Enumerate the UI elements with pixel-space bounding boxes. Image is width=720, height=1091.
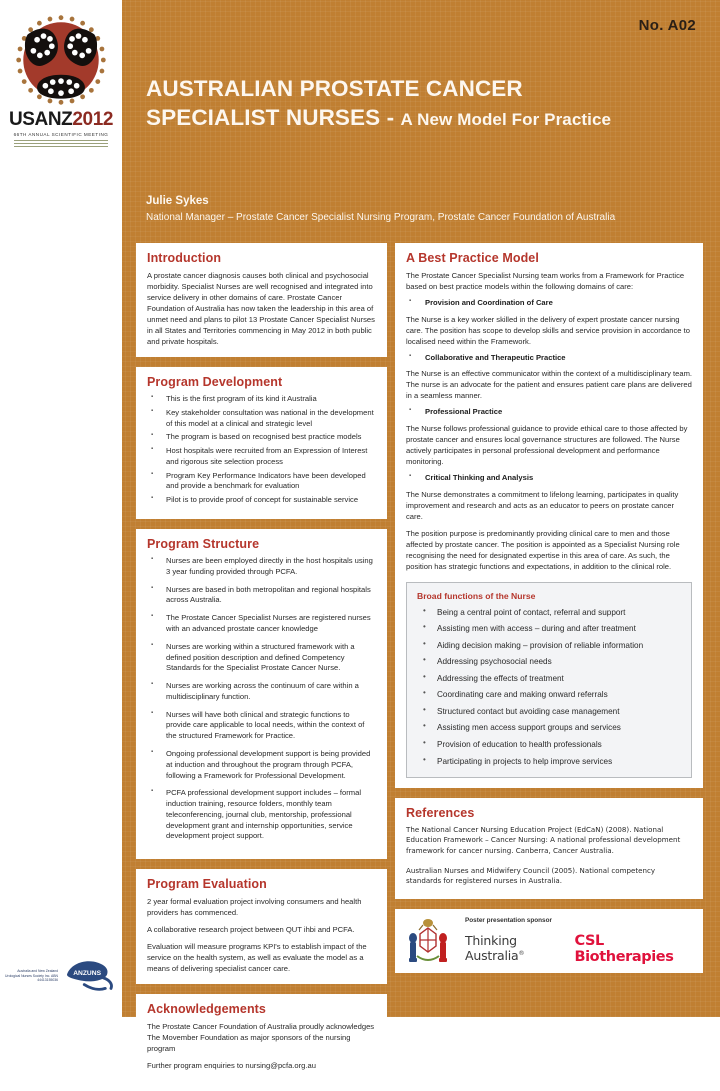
- list-item: ▪ Nurses are been employed directly in the host hospitals using 3 year funding provided through PCFA.: [147, 556, 376, 578]
- anzuns-logo: [2, 955, 120, 997]
- program-structure-card: [136, 529, 387, 859]
- list-item: ▪ Ongoing professional development support is being provided at induction and throughout the program through PCFA, following a Framework for Professional Development.: [147, 749, 376, 781]
- left-content-column: [136, 243, 387, 1091]
- usanz-logo: [8, 14, 114, 149]
- acknowledgements-heading: Acknowledgements: [147, 1002, 266, 1017]
- best-practice-heading: A Best Practice Model: [406, 251, 539, 265]
- sponsor-text-block: [461, 917, 693, 965]
- title-line-2: SPECIALIST NURSES -: [146, 105, 401, 131]
- list-item: ▪ Nurses are based in both metropolitan and regional hospitals across Australia.: [147, 585, 376, 607]
- anzuns-caption: Australia and New Zealand Urological Nurses Society Inc. ABN 44413155036: [5, 968, 58, 983]
- thinking-australia-wordmark: Thinking Australia®: [465, 932, 525, 963]
- paragraph: Evaluation will measure programs KPI's to establish impact of the service on the health system, as well as evaluate the model as a means of delivering specialist cancer care.: [147, 942, 367, 974]
- list-item: ▪ Host hospitals were recruited from an Expression of Interest and rigorous site selection process: [147, 446, 376, 468]
- list-item: • Aiding decision making – provision of reliable information: [417, 640, 681, 651]
- list-item: ▪ Nurses are working across the continuum of care within a multidisciplinary function.: [147, 681, 376, 703]
- contact-enquiries: Further program enquiries to nursing@pcfa.org.au: [147, 1061, 316, 1071]
- program-evaluation-card: [136, 869, 387, 984]
- domain-title: ▪ Collaborative and Therapeutic Practice: [406, 353, 692, 364]
- list-item: • Participating in projects to help improve services: [417, 756, 681, 767]
- list-item: ▪ The program is based on recognised best practice models: [147, 432, 376, 443]
- usanz-tagline: 66TH ANNUAL SCIENTIFIC MEETING: [13, 132, 109, 137]
- list-item: • Addressing the effects of treatment: [417, 673, 681, 684]
- domain-title: ▪ Provision and Coordination of Care: [406, 298, 692, 309]
- list-item: • Provision of education to health professionals: [417, 739, 681, 750]
- anzuns-emblem-icon: [61, 955, 119, 997]
- author-affiliation: National Manager – Prostate Cancer Specialist Nursing Program, Prostate Cancer Foundation of Australia: [146, 212, 616, 224]
- domain-body: The Nurse follows professional guidance to provide ethical care to those affected by prostate cancer and ensures local governance structures are followed. The Nurse actively participates in personal professional development and performance monitoring.: [406, 423, 688, 466]
- list-item: ▪ Program Key Performance Indicators have been developed and provide a benchmark for evaluation: [147, 471, 376, 493]
- acknowledgements-card: [136, 994, 387, 1081]
- program-development-list: [147, 394, 376, 506]
- broad-functions-box: [406, 582, 692, 778]
- sponsor-logos: [461, 933, 693, 965]
- list-item: • Being a central point of contact, referral and support: [417, 607, 681, 618]
- introduction-card: [136, 243, 387, 357]
- domain-body: The Nurse is an effective communicator within the context of a multidisciplinary team. The nurse is an advocate for the patient and ensures patient care plans are delivered in a seamless manner.: [406, 369, 693, 401]
- author-name: Julie Sykes: [146, 195, 209, 207]
- title-line-1: AUSTRALIAN PROSTATE CANCER: [146, 76, 523, 101]
- best-practice-intro: The Prostate Cancer Specialist Nursing team works from a Framework for Practice based on best practice models within the following domains of care:: [406, 271, 685, 291]
- poster-number: No. A02: [638, 17, 696, 34]
- paragraph: 2 year formal evaluation project involving consumers and health providers has commenced.: [147, 897, 362, 918]
- list-item: ▪ The Prostate Cancer Specialist Nurses are registered nurses with an advanced prostate cancer knowledge: [147, 613, 376, 635]
- coat-of-arms-icon: [405, 916, 451, 966]
- usanz-emblem-icon: [15, 14, 107, 106]
- broad-functions-list: [417, 607, 681, 767]
- program-development-card: [136, 367, 387, 519]
- list-item: • Addressing psychosocial needs: [417, 656, 681, 667]
- csl-biotherapies-wordmark: CSL Biotherapies: [574, 932, 674, 965]
- list-item: • Assisting men with access – during and after treatment: [417, 623, 681, 634]
- domain-body: The Nurse demonstrates a commitment to lifelong learning, participates in quality improvement and research and acts as an educator to peers on prostate cancer care.: [406, 489, 679, 521]
- program-development-heading: Program Development: [147, 375, 283, 389]
- usanz-rule-lines: [8, 140, 114, 147]
- title-subtitle: A New Model For Practice: [400, 110, 612, 130]
- poster-title: [146, 74, 706, 133]
- domain-title: ▪ Professional Practice: [406, 407, 692, 418]
- domain-title: ▪ Critical Thinking and Analysis: [406, 473, 692, 484]
- list-item: • Coordinating care and making onward referrals: [417, 689, 681, 700]
- list-item: • Assisting men access support groups and services: [417, 722, 681, 733]
- list-item: ▪ Nurses will have both clinical and strategic functions to provide care applicable to local needs, within the context of the structured Framework for Practice.: [147, 710, 376, 742]
- list-item: ▪ Key stakeholder consultation was national in the development of this model at a clinical and strategic level: [147, 408, 376, 430]
- left-sidebar: [0, 0, 122, 1017]
- best-practice-closing: The position purpose is predominantly providing clinical care to men and those affected by prostate cancer. The position is appointed as a Specialist Nursing role recognising the need for designated expertise in this area of care. As such, the position has strategic functions and expectations, in addition to the clinical role.: [406, 528, 680, 571]
- program-structure-heading: Program Structure: [147, 537, 260, 552]
- introduction-heading: Introduction: [147, 251, 222, 265]
- reference-entry: Australian Nurses and Midwifery Council (2005). National competency standards for registered nurses in Australia.: [406, 865, 656, 886]
- list-item: • Structured contact but avoiding case management: [417, 706, 681, 717]
- paragraph: A collaborative research project between QUT ihbi and PCFA.: [147, 925, 355, 935]
- sponsor-label: Poster presentation sponsor: [465, 916, 553, 924]
- sponsor-card: [395, 909, 703, 973]
- introduction-body: A prostate cancer diagnosis causes both clinical and psychosocial morbidity. Specialist Nurses are well recognised and integrated into service delivery in other domains of care. Prostate Cancer Foundation of Australia has now taken the leadership in this area of unmet need and plans to pilot 13 Prostate Cancer Specialist Nurses in all States and Territories commencing in May 2012 in both public and private hospitals.: [147, 271, 375, 346]
- references-card: [395, 798, 703, 899]
- list-item: ▪ PCFA professional development support includes – formal induction training, resource folders, monthly team teleconferencing, journal club, mentorship, professional development grant and internship opportunities, service development project support.: [147, 788, 376, 842]
- svg-text:ANZUNS: ANZUNS: [73, 970, 102, 978]
- list-item: ▪ Nurses are working within a structured framework with a defined position description and defined Competency Standards for the Specialist Prostate Cancer Nurse.: [147, 642, 376, 674]
- list-item: ▪ Pilot is to provide proof of concept for sustainable service: [147, 495, 376, 506]
- program-evaluation-heading: Program Evaluation: [147, 877, 267, 892]
- reference-entry: The National Cancer Nursing Education Project (EdCaN) (2008). National Education Framework – Cancer Nursing: A national professional development framework for cancer nursing. Canberra, Cancer Australia.: [406, 824, 681, 855]
- domain-body: The Nurse is a key worker skilled in the delivery of expert prostate cancer nursing care. The position has scope to develop skills and service provision in accordance to localised need within the Framework.: [406, 314, 690, 346]
- best-practice-model-card: [395, 243, 703, 788]
- program-structure-list: [147, 556, 376, 842]
- references-heading: References: [406, 805, 475, 820]
- author-block: [146, 193, 706, 225]
- broad-functions-heading: Broad functions of the Nurse: [417, 590, 536, 601]
- list-item: ▪ This is the first program of its kind it Australia: [147, 394, 376, 405]
- right-content-column: [395, 243, 703, 973]
- usanz-wordmark: USANZ2012: [8, 109, 114, 130]
- paragraph: The Prostate Cancer Foundation of Australia proudly acknowledges The Movember Foundation as major sponsors of the nursing program: [147, 1022, 375, 1054]
